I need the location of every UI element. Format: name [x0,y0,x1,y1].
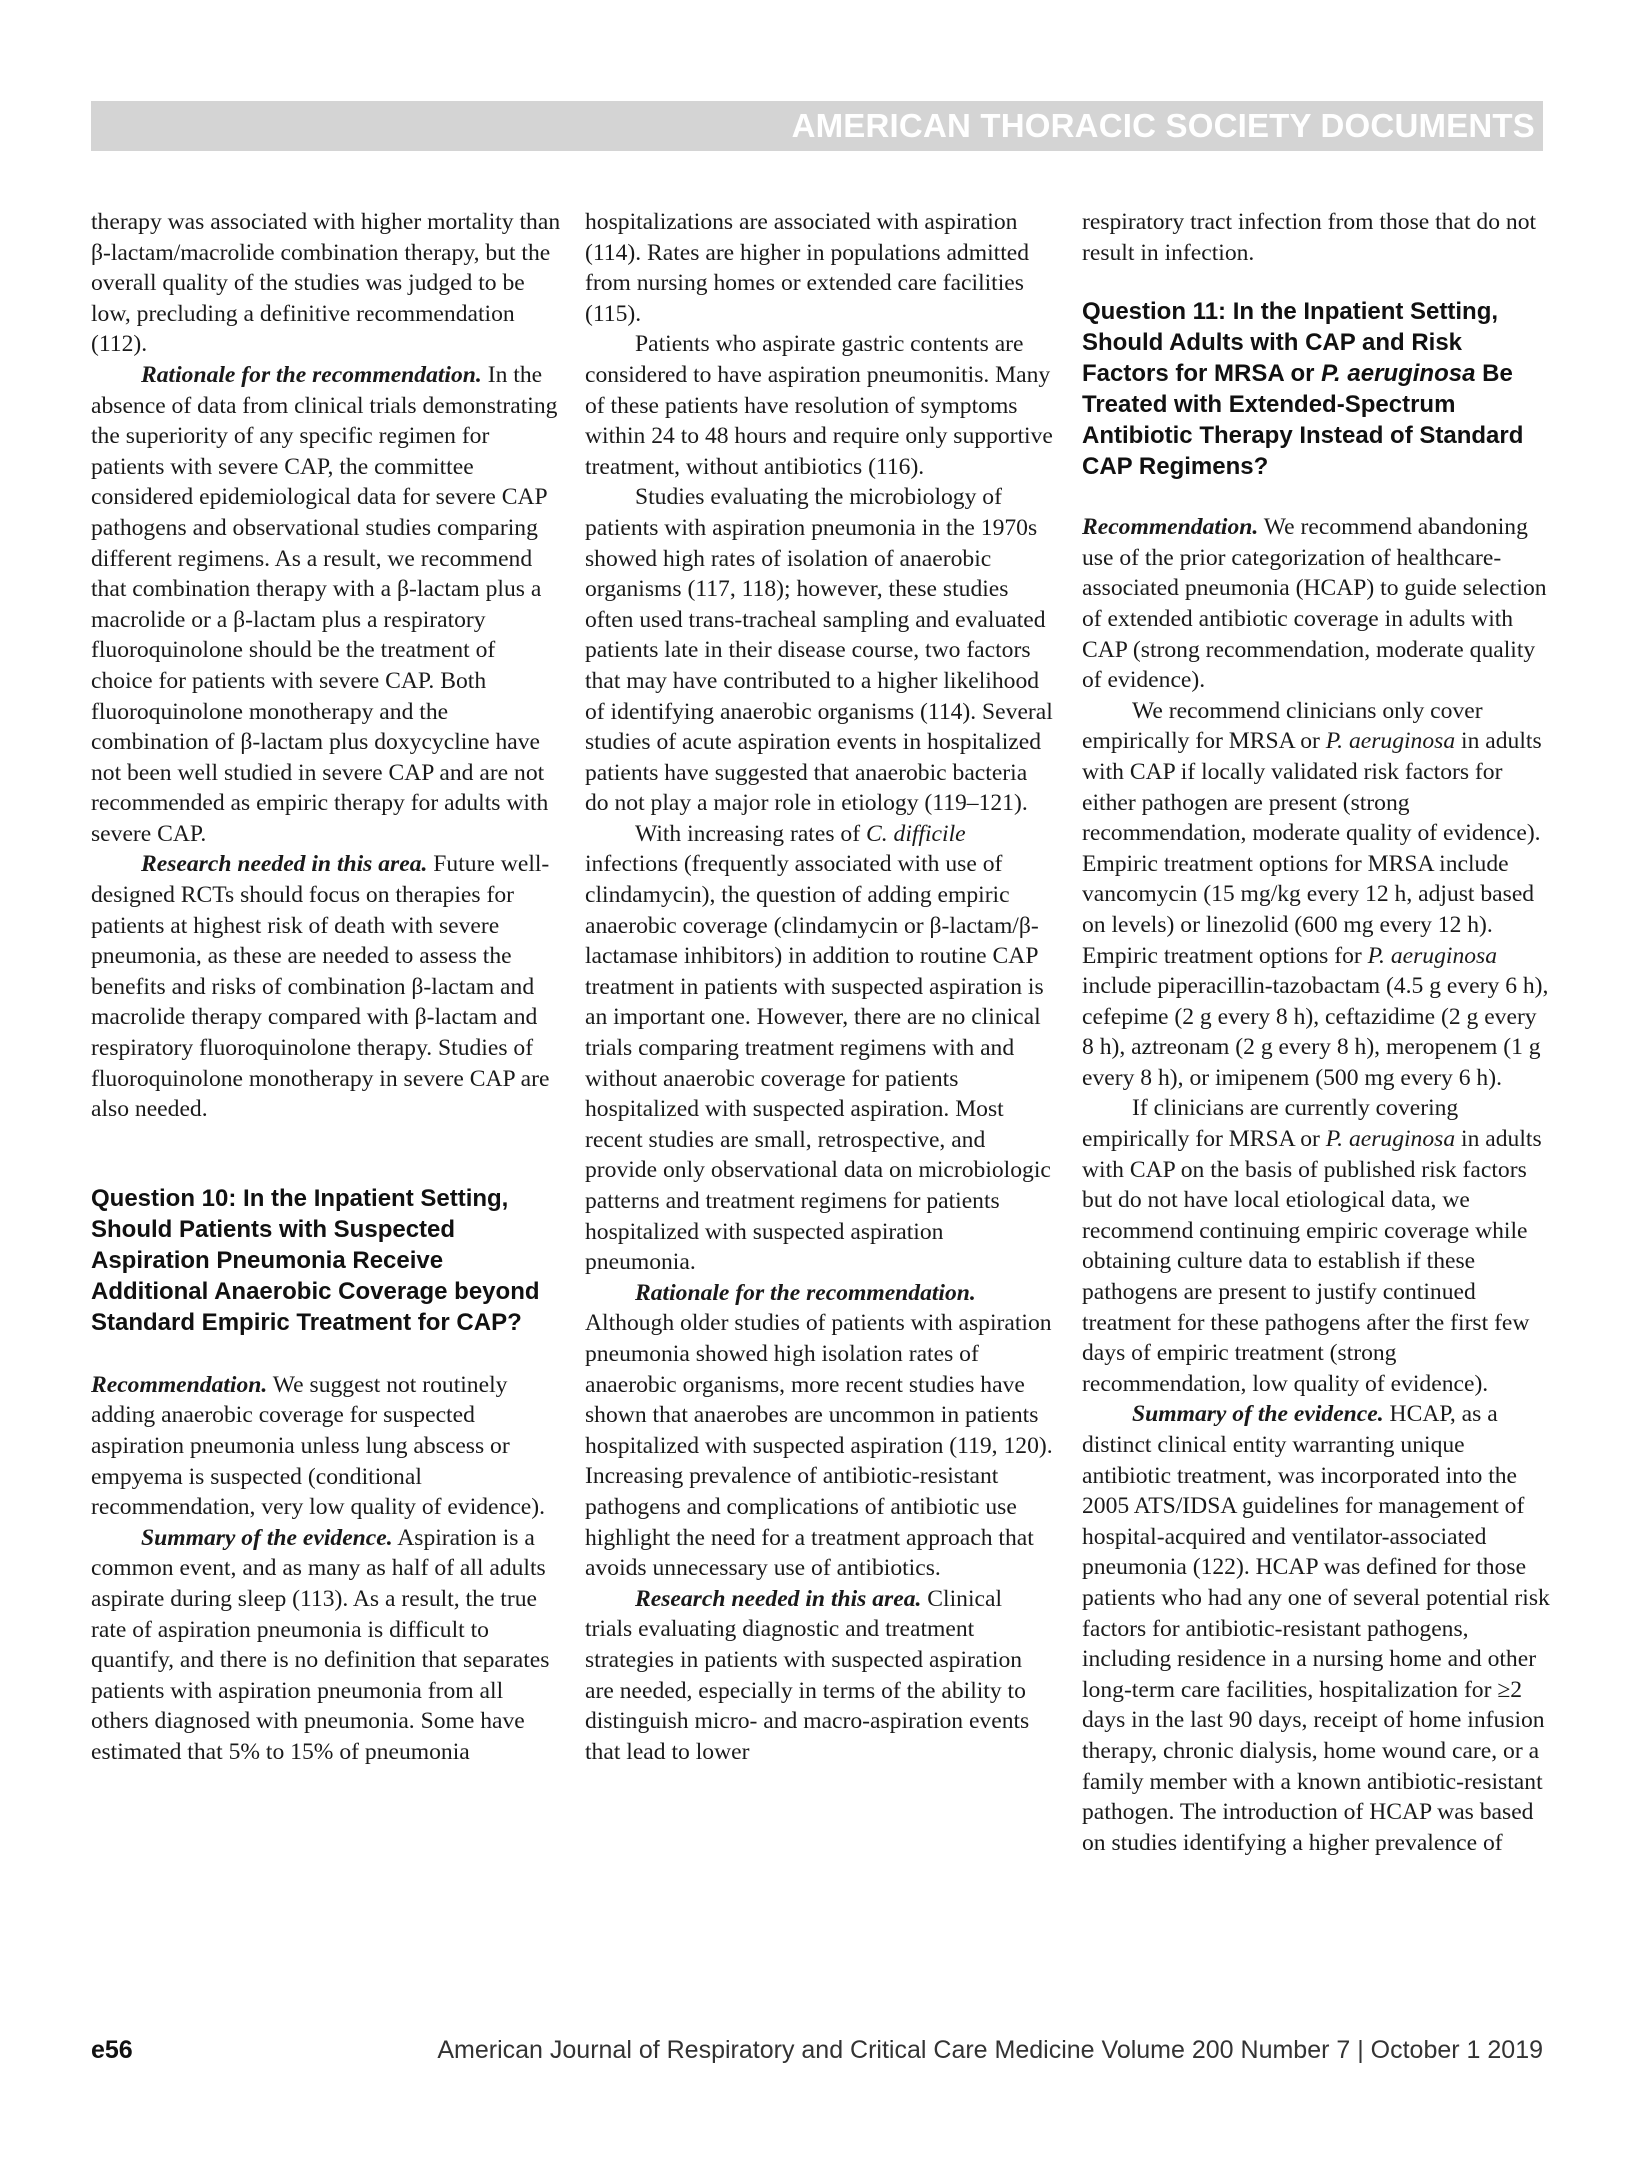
paragraph: hospitalizations are associated with aspiration (114). Rates are higher in populations admitted from nursing homes or extended care facilities (115). [585,209,1030,327]
paragraph [1082,512,1552,696]
section-heading-question-10: Question 10: In the Inpatient Setting, Should Patients with Suspected Aspiration Pneumonia Receive Additional Anaerobic Coverage beyond Standard Empiric Treatment for CAP? [91,1184,540,1336]
heading-text: Be Treated with Extended-Spectrum Antibiotic Therapy Instead of Standard CAP Regimens? [1082,360,1524,481]
paragraph [1082,1093,1552,1399]
run-in-heading: Recommendation. [91,1371,268,1398]
paragraph-text: We recommend clinicians only cover empirically for MRSA or [1082,697,1483,755]
paragraph-text: We suggest not routinely adding anaerobic coverage for suspected aspiration pneumonia unless lung abscess or empyema is suspected (conditional recommendation, very low quality of evidence). [91,1371,546,1521]
paragraph [91,849,561,1124]
organism-name: P. aeruginosa [1325,728,1456,755]
paragraph: Studies evaluating the microbiology of patients with aspiration pneumonia in the 1970s showed high rates of isolation of anaerobic organisms (117, 118); however, these studies often used trans-tracheal sampling and evaluated patients late in their disease course, two factors that may have contributed to a higher likelihood of identifying anaerobic organisms (114). Several studies of acute aspiration events in hospitalized patients have suggested that anaerobic bacteria do not play a major role in etiology (119–121). [585,484,1053,817]
paragraph-text: in adults with CAP on the basis of published risk factors but do not have local etiological data, we recommend continuing empiric coverage while obtaining culture data to establish if these pathogens are present to justify continued treatment for these pathogens after the first few days of empiric treatment (strong recommendation, low quality of evidence). [1082,1126,1542,1397]
page-number: e56 [91,2036,133,2064]
paragraph [1082,696,1552,1094]
journal-section-title: AMERICAN THORACIC SOCIETY DOCUMENTS [791,107,1535,144]
run-in-heading: Research needed in this area. [635,1585,922,1612]
paragraph-text: include piperacillin-tazobactam (4.5 g every 6 h), cefepime (2 g every 8 h), ceftazidime (2 g every 8 h), aztreonam (2 g every 8 h), meropenem (1 g every 8 h), or imipenem (500 mg every 6 h). [1082,973,1549,1091]
paragraph: Patients who aspirate gastric contents are considered to have aspiration pneumonitis. Many of these patients have resolution of symptoms within 24 to 48 hours and require only supportive treatment, without antibiotics (116). [585,331,1053,480]
column-1 [91,207,561,1768]
paragraph-text: In the absence of data from clinical trials demonstrating the superiority of any specific regimen for patients with severe CAP, the committee considered epidemiological data for severe CAP pathogens and observational studies comparing different regimens. As a result, we recommend that combination therapy with a β-lactam plus a macrolide or a β-lactam plus a respiratory fluoroquinolone should be the treatment of choice for patients with severe CAP. Both fluoroquinolone monotherapy and the combination of β-lactam plus doxycycline have not been well studied in severe CAP and are not recommended as empiric therapy for adults with severe CAP. [91,361,558,847]
paragraph [585,819,1055,1278]
run-in-heading: Rationale for the recommendation. [635,1279,976,1306]
paragraph [585,1278,1055,1584]
organism-name: P. aeruginosa [1321,360,1476,388]
paragraph-text: Although older studies of patients with aspiration pneumonia showed high isolation rates of anaerobic organisms, more recent studies have shown that anaerobes are uncommon in patients hospitalized with suspected aspiration (119, 120). Increasing prevalence of antibiotic-resistant pathogens and complications of antibiotic use highlight the need for a treatment approach that avoids unnecessary use of antibiotics. [585,1310,1053,1582]
paragraph-text: We recommend abandoning use of the prior categorization of healthcare-associated pneumonia (HCAP) to guide selection of extended antibiotic coverage in adults with CAP (strong recommendation, moderate quality of evidence). [1082,514,1547,694]
run-in-heading: Recommendation. [1082,514,1259,541]
paragraph [1082,1399,1552,1858]
paragraph-text: in adults with CAP if locally validated risk factors for either pathogen are present (strong recommendation, moderate quality of evidence). Empiric treatment options for MRSA include vancomycin (15 mg/kg every 12 h, adjust based on levels) or linezolid (600 mg every 12 h). Empiric treatment options for [1082,728,1542,969]
paragraph [91,1523,561,1768]
run-in-heading: Summary of the evidence. [141,1524,393,1551]
run-in-heading: Summary of the evidence. [1132,1401,1384,1428]
paragraph: respiratory tract infection from those that do not result in infection. [1082,209,1537,266]
paragraph [91,1370,561,1523]
journal-citation: American Journal of Respiratory and Critical Care Medicine Volume 200 Number 7 | October 1 2019 [437,2036,1543,2064]
header-banner [91,101,1543,151]
column-3 [1082,207,1552,1858]
heading-text: Question 11: In the Inpatient Setting, Should Adults with CAP and Risk Factors for MRSA or [1082,298,1499,388]
section-heading-question-11 [1082,296,1552,482]
paragraph-text: infections (frequently associated with use of clindamycin), the question of adding empiric anaerobic coverage (clindamycin or β-lactam/β-lactamase inhibitors) in addition to routine CAP treatment in patients with suspected aspiration is an important one. However, there are no clinical trials comparing treatment regimens with and without anaerobic coverage for patients hospitalized with suspected aspiration. Most recent studies are small, retrospective, and provide only observational data on microbiologic patterns and treatment regimens for patients hospitalized with suspected aspiration pneumonia. [585,851,1051,1276]
paragraph-text: Clinical trials evaluating diagnostic and treatment strategies in patients with suspected aspiration are needed, especially in terms of the ability to distinguish micro- and macro-aspiration events that lead to lower [585,1585,1030,1765]
paragraph [585,1584,1055,1768]
paragraph-text: With increasing rates of [635,820,866,847]
paragraph-text: HCAP, as a distinct clinical entity warranting unique antibiotic treatment, was incorporated into the 2005 ATS/IDSA guidelines for management of hospital-acquired and ventilator-associated pneumonia (122). HCAP was defined for those patients who had any one of several potential risk factors for antibiotic-resistant pathogens, including residence in a nursing home and other long-term care facilities, hospitalization for ≥2 days in the last 90 days, receipt of home infusion therapy, chronic dialysis, home wound care, or a family member with a known antibiotic-resistant pathogen. The introduction of HCAP was based on studies identifying a higher prevalence of [1082,1401,1550,1856]
paragraph-text: Aspiration is a common event, and as many as half of all adults aspirate during sleep (113). As a result, the true rate of aspiration pneumonia is difficult to quantify, and there is no definition that separates patients with aspiration pneumonia from all others diagnosed with pneumonia. Some have estimated that 5% to 15% of pneumonia [91,1524,550,1765]
paragraph-text: If clinicians are currently covering empirically for MRSA or [1082,1095,1459,1153]
organism-name: P. aeruginosa [1325,1126,1456,1153]
run-in-heading: Research needed in this area. [141,851,428,878]
organism-name: C. difficile [865,820,966,847]
column-2 [585,207,1055,1767]
organism-name: P. aeruginosa [1367,942,1498,969]
run-in-heading: Rationale for the recommendation. [141,361,482,388]
paragraph-text: Future well-designed RCTs should focus on therapies for patients at highest risk of death with severe pneumonia, as these are needed to assess the benefits and risks of combination β-lactam and macrolide therapy compared with β-lactam and respiratory fluoroquinolone therapy. Studies of fluoroquinolone monotherapy in severe CAP are also needed. [91,851,550,1123]
paragraph [91,360,561,850]
paragraph: therapy was associated with higher mortality than β-lactam/macrolide combination therapy, but the overall quality of the studies was judged to be low, precluding a definitive recommendation (112). [91,209,561,358]
